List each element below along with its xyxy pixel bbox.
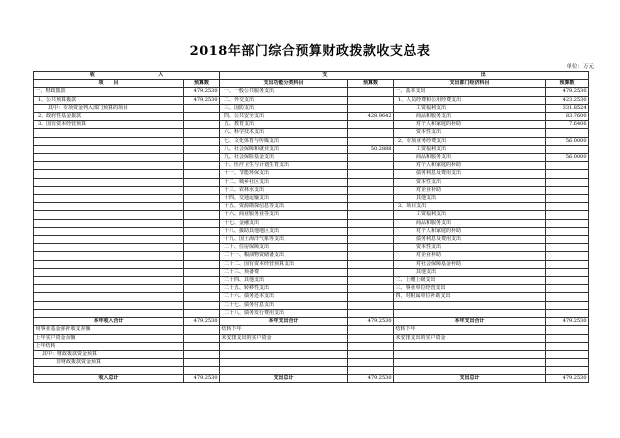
func-item-cell: 十六、商业服务业等支出 [220, 211, 348, 219]
col-item-header: 项 目 [34, 80, 184, 88]
econ-budget-cell [546, 277, 589, 285]
income-item-cell [34, 186, 184, 194]
income-item-cell: 非财政拨款资金预算 [34, 359, 184, 367]
income-item-cell [34, 252, 184, 260]
econ-item-cell: 对个人和家庭的补助 [394, 121, 546, 129]
func-budget-cell [348, 285, 394, 293]
table-row [34, 195, 589, 203]
header-row-2 [34, 80, 589, 88]
econ-budget-cell [546, 244, 589, 252]
econ-budget-cell [546, 252, 589, 260]
func-budget-cell [348, 236, 394, 244]
econ-item-cell: 债务利息及费用支出 [394, 170, 546, 178]
func-budget-cell [348, 252, 394, 260]
header-row-1 [34, 72, 589, 80]
income-item-cell [34, 285, 184, 293]
econ-budget-cell [546, 178, 589, 186]
func-budget-cell [348, 309, 394, 317]
econ-item-cell: 一、基本支出 [394, 88, 546, 96]
func-item-cell: 十九、国土海洋气象等支出 [220, 236, 348, 244]
func-item-cell: 二十八、债务发行费用支出 [220, 309, 348, 317]
income-item-cell [34, 293, 184, 301]
econ-budget-cell [546, 309, 589, 317]
func-budget-cell [348, 154, 394, 162]
func-item-cell: 十一、节能环保支出 [220, 170, 348, 178]
table-row [34, 359, 589, 367]
func-budget-cell [348, 244, 394, 252]
econ-item-cell: 对社会保障基金补助 [394, 260, 546, 268]
income-budget-cell [184, 326, 220, 334]
income-item-cell [34, 236, 184, 244]
func-item-cell: 二十、住房保障支出 [220, 244, 348, 252]
econ-item-cell: 资本性支出 [394, 129, 546, 137]
income-item-cell [34, 277, 184, 285]
table-row [34, 293, 589, 301]
econ-item-cell: 工资福利支出 [394, 211, 546, 219]
income-item-cell [34, 244, 184, 252]
func-budget-cell [348, 203, 394, 211]
func-item-cell: 二十三、预备费 [220, 268, 348, 276]
income-budget-cell [184, 359, 220, 367]
func-budget-cell [348, 121, 394, 129]
func-budget-cell [348, 96, 394, 104]
table-row [34, 121, 589, 129]
col-budget2-header: 预算数 [348, 80, 394, 88]
income-item-cell: 上年结转 [34, 342, 184, 350]
income-budget-cell: 479.2530 [184, 88, 220, 96]
func-item-cell: 二、外交支出 [220, 96, 348, 104]
func-budget-cell [348, 301, 394, 309]
func-budget-cell [348, 334, 394, 342]
income-budget-cell [184, 211, 220, 219]
income-budget-cell [184, 342, 220, 350]
func-item-cell: 二十二、国有资本经营预算支出 [220, 260, 348, 268]
subtotal-func-value: 479.2530 [348, 318, 394, 326]
func-item-cell [220, 367, 348, 375]
econ-budget-cell [546, 219, 589, 227]
func-budget-cell [348, 359, 394, 367]
func-item-cell: 未安排支出的实户资金 [220, 334, 348, 342]
income-budget-cell: 479.2530 [184, 96, 220, 104]
econ-budget-cell [546, 162, 589, 170]
subtotal-econ-value: 479.2530 [546, 318, 589, 326]
func-item-cell [220, 359, 348, 367]
econ-item-cell: 结转下年 [394, 326, 546, 334]
econ-budget-cell: 83.7600 [546, 113, 589, 121]
income-budget-cell [184, 285, 220, 293]
func-budget-cell [348, 219, 394, 227]
income-item-cell: 3、国有资本经营预算 [34, 121, 184, 129]
income-budget-cell [184, 350, 220, 358]
econ-item-cell [394, 342, 546, 350]
income-item-cell [34, 227, 184, 235]
econ-budget-cell [546, 203, 589, 211]
subtotal-func-label: 本年支出合计 [220, 318, 348, 326]
income-item-cell [34, 260, 184, 268]
econ-budget-cell [546, 260, 589, 268]
func-item-cell: 八、社会保障和就业支出 [220, 145, 348, 153]
subtotal-row [34, 318, 589, 326]
func-item-cell: 四、公共安全支出 [220, 113, 348, 121]
table-row [34, 170, 589, 178]
func-budget-cell [348, 104, 394, 112]
econ-item-cell: 1、人员经费和公用经费支出 [394, 96, 546, 104]
total-econ-label: 支出总计 [394, 374, 546, 382]
income-item-cell: 其中：专项资金列入部门预算的项目 [34, 104, 184, 112]
table-row [34, 219, 589, 227]
func-budget-cell: 428.9642 [348, 113, 394, 121]
income-header-char1: 收 [89, 72, 95, 78]
table-row [34, 342, 589, 350]
func-item-cell: 十四、交通运输支出 [220, 195, 348, 203]
econ-item-cell: 资本性支出 [394, 244, 546, 252]
table-row [34, 137, 589, 145]
econ-item-cell: 工资福利支出 [394, 104, 546, 112]
func-budget-cell [348, 326, 394, 334]
func-budget-cell [348, 186, 394, 194]
income-budget-cell [184, 244, 220, 252]
econ-budget-cell: 331.8524 [546, 104, 589, 112]
func-item-cell [220, 350, 348, 358]
income-budget-cell [184, 178, 220, 186]
expense-header-char2: 出 [480, 72, 486, 78]
table-row [34, 334, 589, 342]
page-title: 2018年部门综合预算财政拨款收支总表 [189, 44, 431, 59]
econ-item-cell [394, 350, 546, 358]
income-budget-cell [184, 162, 220, 170]
func-budget-cell [348, 170, 394, 178]
econ-budget-cell [546, 268, 589, 276]
budget-table-body [34, 72, 589, 383]
subtotal-income-label: 本年收入合计 [34, 318, 184, 326]
func-item-cell: 二十七、债务付息支出 [220, 301, 348, 309]
table-row [34, 301, 589, 309]
econ-item-cell: 商品和服务支出 [394, 154, 546, 162]
income-item-cell [34, 145, 184, 153]
expense-header [220, 72, 589, 80]
func-budget-cell [348, 227, 394, 235]
income-item-cell: 其中：财政拨款资金预算 [34, 350, 184, 358]
econ-item-cell: 对个人和家庭的补助 [394, 227, 546, 235]
table-row [34, 113, 589, 121]
unit-label: 单位：万元 [566, 64, 594, 70]
func-budget-cell [348, 277, 394, 285]
func-budget-cell [348, 129, 394, 137]
econ-item-cell: 对企业补助 [394, 252, 546, 260]
func-item-cell: 二十四、其他支出 [220, 277, 348, 285]
income-budget-cell [184, 104, 220, 112]
econ-item-cell: 2、专项业务经费支出 [394, 137, 546, 145]
subtotal-econ-label: 本年支出合计 [394, 318, 546, 326]
func-item-cell: 十七、金融支出 [220, 219, 348, 227]
func-budget-cell [348, 367, 394, 375]
func-item-cell: 二十六、债务还本支出 [220, 293, 348, 301]
table-row [34, 285, 589, 293]
income-budget-cell [184, 293, 220, 301]
table-row [34, 367, 589, 375]
econ-item-cell: 商品和服务支出 [394, 219, 546, 227]
func-budget-cell [348, 88, 394, 96]
econ-budget-cell [546, 195, 589, 203]
income-budget-cell [184, 121, 220, 129]
subtotal-income-value: 479.2530 [184, 318, 220, 326]
econ-budget-cell: 56.0000 [546, 137, 589, 145]
income-budget-cell [184, 145, 220, 153]
econ-budget-cell [546, 227, 589, 235]
total-income-label: 收入总计 [34, 374, 184, 382]
func-item-cell: 七、文化体育与传媒支出 [220, 137, 348, 145]
func-item-cell: 十八、援助其他地区支出 [220, 227, 348, 235]
income-item-cell [34, 195, 184, 203]
income-item-cell [34, 137, 184, 145]
func-item-cell: 九、社会保险基金支出 [220, 154, 348, 162]
income-budget-cell [184, 309, 220, 317]
income-budget-cell [184, 170, 220, 178]
func-budget-cell [348, 268, 394, 276]
func-budget-cell: 50.2888 [348, 145, 394, 153]
econ-budget-cell [546, 129, 589, 137]
func-budget-cell [348, 211, 394, 219]
econ-item-cell: 二、上缴上级支出 [394, 277, 546, 285]
income-item-cell [34, 367, 184, 375]
income-item-cell [34, 211, 184, 219]
econ-budget-cell [546, 236, 589, 244]
income-budget-cell [184, 195, 220, 203]
func-item-cell: 一、一般公共服务支出 [220, 88, 348, 96]
econ-budget-cell: 56.0000 [546, 154, 589, 162]
income-budget-cell [184, 154, 220, 162]
econ-budget-cell [546, 211, 589, 219]
income-item-cell: 1、公共预算拨款 [34, 96, 184, 104]
econ-budget-cell [546, 186, 589, 194]
func-item-cell [220, 342, 348, 350]
income-budget-cell [184, 334, 220, 342]
table-row [34, 260, 589, 268]
income-budget-cell [184, 186, 220, 194]
income-header [34, 72, 220, 80]
econ-item-cell: 三、事业单位经营支出 [394, 285, 546, 293]
econ-budget-cell [546, 293, 589, 301]
econ-item-cell: 工资福利支出 [394, 145, 546, 153]
income-budget-cell [184, 367, 220, 375]
table-row [34, 186, 589, 194]
income-budget-cell [184, 277, 220, 285]
table-row [34, 244, 589, 252]
econ-item-cell: 商品和服务支出 [394, 113, 546, 121]
econ-budget-cell [546, 350, 589, 358]
econ-item-cell: 对个人和家庭的补助 [394, 162, 546, 170]
income-budget-cell [184, 252, 220, 260]
econ-item-cell: 对企业补助 [394, 186, 546, 194]
func-item-cell: 十五、资源勘探信息等支出 [220, 203, 348, 211]
table-row [34, 326, 589, 334]
econ-budget-cell [546, 326, 589, 334]
expense-header-char1: 支 [322, 72, 328, 78]
total-func-value: 479.2530 [348, 374, 394, 382]
econ-budget-cell: 423.2530 [546, 96, 589, 104]
income-budget-cell [184, 227, 220, 235]
income-budget-cell [184, 129, 220, 137]
func-budget-cell [348, 342, 394, 350]
table-row [34, 154, 589, 162]
econ-item-cell: 未安排支出的实户资金 [394, 334, 546, 342]
col-func-header: 支出功能分类科目 [220, 80, 348, 88]
col-econ-header: 支出部门经济科目 [394, 80, 546, 88]
table-row [34, 277, 589, 285]
func-item-cell: 十、医疗卫生与计划生育支出 [220, 162, 348, 170]
econ-budget-cell [546, 342, 589, 350]
func-item-cell: 二十一、粮油物资储备支出 [220, 252, 348, 260]
income-item-cell: 上年实户资金余额 [34, 334, 184, 342]
income-item-cell [34, 154, 184, 162]
econ-budget-cell [546, 285, 589, 293]
income-item-cell: 2、政府性基金拨款 [34, 113, 184, 121]
income-budget-cell [184, 219, 220, 227]
col-budget-header: 预算数 [184, 80, 220, 88]
income-budget-cell [184, 113, 220, 121]
func-item-cell: 三、国防支出 [220, 104, 348, 112]
econ-budget-cell [546, 367, 589, 375]
income-item-cell [34, 219, 184, 227]
econ-item-cell: 债务利息及费用支出 [394, 236, 546, 244]
table-row [34, 211, 589, 219]
income-budget-cell [184, 203, 220, 211]
econ-item-cell [394, 301, 546, 309]
total-func-label: 支出总计 [220, 374, 348, 382]
total-row [34, 374, 589, 382]
table-row [34, 309, 589, 317]
func-item-cell: 五、教育支出 [220, 121, 348, 129]
econ-budget-cell [546, 301, 589, 309]
income-item-cell [34, 170, 184, 178]
income-budget-cell [184, 268, 220, 276]
table-row [34, 96, 589, 104]
func-item-cell: 结转下年 [220, 326, 348, 334]
table-row [34, 236, 589, 244]
econ-budget-cell [546, 145, 589, 153]
table-row [34, 203, 589, 211]
income-budget-cell [184, 137, 220, 145]
func-budget-cell [348, 195, 394, 203]
table-row [34, 227, 589, 235]
income-header-char2: 入 [158, 72, 164, 78]
table-row [34, 104, 589, 112]
income-item-cell [34, 178, 184, 186]
table-row [34, 88, 589, 96]
econ-budget-cell: 479.2530 [546, 88, 589, 96]
income-item-cell [34, 268, 184, 276]
econ-budget-cell [546, 359, 589, 367]
econ-budget-cell [546, 334, 589, 342]
func-item-cell: 十三、农林水支出 [220, 186, 348, 194]
income-budget-cell [184, 301, 220, 309]
func-budget-cell [348, 350, 394, 358]
table-row [34, 162, 589, 170]
func-item-cell: 十二、城乡社区支出 [220, 178, 348, 186]
table-row [34, 350, 589, 358]
econ-item-cell [394, 359, 546, 367]
func-budget-cell [348, 178, 394, 186]
income-item-cell [34, 309, 184, 317]
income-budget-cell [184, 236, 220, 244]
income-item-cell: 一、财政拨款 [34, 88, 184, 96]
econ-item-cell: 四、对附属单位补助支出 [394, 293, 546, 301]
table-row [34, 129, 589, 137]
func-budget-cell [348, 260, 394, 268]
econ-item-cell [394, 367, 546, 375]
econ-budget-cell [546, 170, 589, 178]
func-budget-cell [348, 293, 394, 301]
income-budget-cell [184, 260, 220, 268]
budget-table [33, 71, 589, 383]
table-row [34, 252, 589, 260]
col-budget3-header: 预算数 [546, 80, 589, 88]
econ-item-cell: 资本性支出 [394, 178, 546, 186]
func-budget-cell [348, 137, 394, 145]
income-item-cell [34, 203, 184, 211]
income-item-cell [34, 301, 184, 309]
econ-budget-cell: 7.6406 [546, 121, 589, 129]
func-budget-cell [348, 162, 394, 170]
table-row [34, 268, 589, 276]
table-row [34, 178, 589, 186]
income-item-cell [34, 129, 184, 137]
func-item-cell: 六、科学技术支出 [220, 129, 348, 137]
econ-item-cell: 3、项目支出 [394, 203, 546, 211]
income-item-cell: 用事业基金弥补收支差额 [34, 326, 184, 334]
income-item-cell [34, 162, 184, 170]
econ-item-cell: 其他支出 [394, 195, 546, 203]
func-item-cell: 二十五、转移性支出 [220, 285, 348, 293]
econ-item-cell: 其他支出 [394, 268, 546, 276]
total-econ-value: 479.2530 [546, 374, 589, 382]
econ-item-cell [394, 309, 546, 317]
table-row [34, 145, 589, 153]
total-income-value: 479.2530 [184, 374, 220, 382]
